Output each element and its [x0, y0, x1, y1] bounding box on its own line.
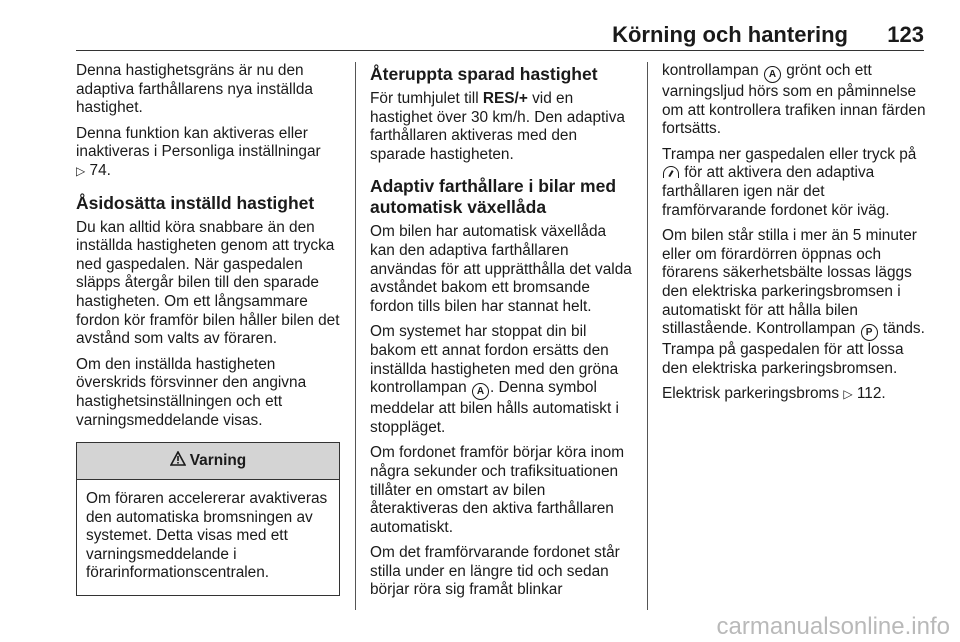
col2-paragraph-2: Om bilen har automatisk växellåda kan den adaptiva farthållaren användas för att upprätthålla det valda avståndet bakom ett bromsande fordon tills bilen har stannat helt.: [370, 223, 632, 315]
res-plus-control-label: RES/+: [482, 90, 528, 107]
parking-brake-lamp-icon: P: [861, 324, 878, 341]
col2-paragraph-3: [370, 323, 634, 437]
warning-body: Om föraren accelererar avaktiveras den automatiska bromsningen av systemet. Detta visas med ett varningsmeddelande i förarinformationscentralen.: [86, 490, 328, 582]
col2-paragraph-4: Om fordonet framför börjar köra inom några sekunder och trafiksituationen tillåter en omstart av bilen återaktiveras den aktiva farthållaren automatiskt.: [370, 444, 625, 536]
col3-p1-post: grönt och ett varningsljud hörs som en påminnelse om att kontrollera trafiken innan färden fortsätts.: [662, 62, 926, 138]
col3-paragraph-1: [662, 62, 926, 139]
col3-p4-text: Elektrisk parkeringsbroms: [662, 385, 840, 403]
col2-p1-post: vid en hastighet över 30 km/h. Den adaptiva farthållaren aktiveras med den sparade hastigheten.: [370, 90, 625, 163]
col1-paragraph-2: [76, 125, 344, 181]
col2-p1-pre: För tumhjulet till: [370, 90, 479, 107]
page-header: [0, 22, 924, 52]
warning-title: Varning: [189, 451, 247, 469]
page-ref-arrow-icon: ▷: [843, 387, 853, 402]
header-rule: [76, 50, 924, 51]
col1-page-ref[interactable]: 74.: [89, 161, 111, 179]
header-title: Körning och hantering: [612, 22, 848, 47]
column-3: [662, 62, 926, 411]
page-ref-arrow-icon: ▷: [76, 163, 86, 178]
col3-paragraph-3: [662, 227, 926, 378]
col1-paragraph-1: Denna hastighetsgräns är nu den adaptiva farthållarens nya inställda hastighet.: [76, 62, 313, 117]
col1-paragraph-2-text: Denna funktion kan aktiveras eller inaktiveras i Personliga inställningar: [76, 124, 321, 161]
column-divider-2: [647, 62, 648, 610]
warning-triangle-icon: [170, 451, 186, 472]
col1-paragraph-3: Du kan alltid köra snabbare än den inställda hastigheten genom att trycka ned gaspedalen. När gaspedalen släpps återgår bilen till den sparade hastigheten. Om ett långsammare fordon kör framför bilen håller bilen det avstånd som valts av föraren.: [76, 218, 340, 348]
heading-resume-speed: Återuppta sparad hastighet: [370, 64, 598, 84]
col3-p2-post: för att aktivera den adaptiva farthållaren igen när det framförvarande fordonet kör iväg.: [662, 164, 890, 219]
footer-watermark: carmanualsonline.info: [716, 613, 950, 640]
heading-adaptive-automatic: Adaptiv farthållare i bilar med automatisk växellåda: [370, 176, 617, 218]
col2-paragraph-5: Om det framförvarande fordonet står stilla under en längre tid och sedan börjar röra sig framåt blinkar: [370, 544, 620, 599]
warning-header: [77, 443, 339, 480]
col3-page-ref[interactable]: 112.: [856, 385, 886, 403]
col2-paragraph-1: [370, 90, 634, 164]
col3-paragraph-4: [662, 385, 926, 404]
col3-p2-pre: Trampa ner gaspedalen eller tryck på: [662, 145, 917, 163]
col3-p3-pre: Om bilen står stilla i mer än 5 minuter eller om förardörren öppnas och förarens säkerhetsbälte lossas läggs den elektriska parkeringsbromsen i automatiskt för att hålla bilen stillastående. Kontrollampan: [662, 227, 917, 338]
col2-p3-post: . Denna symbol meddelar att bilen hålls automatiskt i stoppläget.: [370, 379, 619, 436]
col3-paragraph-2: [662, 146, 926, 220]
speedometer-icon: [663, 166, 679, 178]
column-1: [76, 62, 344, 596]
column-divider-1: [355, 62, 356, 610]
col3-p1-pre: kontrollampan: [662, 62, 759, 79]
auto-hold-lamp-icon: A: [472, 383, 489, 400]
heading-override-speed: Åsidosätta inställd hastighet: [76, 192, 315, 213]
col1-paragraph-4: Om den inställda hastigheten överskrids försvinner den angivna hastighetsinställningen och ett varningsmeddelande visas.: [76, 355, 307, 429]
col3-p3-post: tänds. Trampa på gaspedalen för att lossa den elektriska parkeringsbromsen.: [662, 320, 925, 377]
auto-hold-lamp-icon: A: [764, 66, 781, 83]
col2-p3-pre: Om systemet har stoppat din bil bakom ett annat fordon ersätts den inställda hastigheten med den gröna kontrollampan: [370, 323, 619, 397]
page-number: 123: [887, 22, 924, 47]
column-2: [370, 62, 634, 607]
warning-box: [76, 442, 340, 596]
